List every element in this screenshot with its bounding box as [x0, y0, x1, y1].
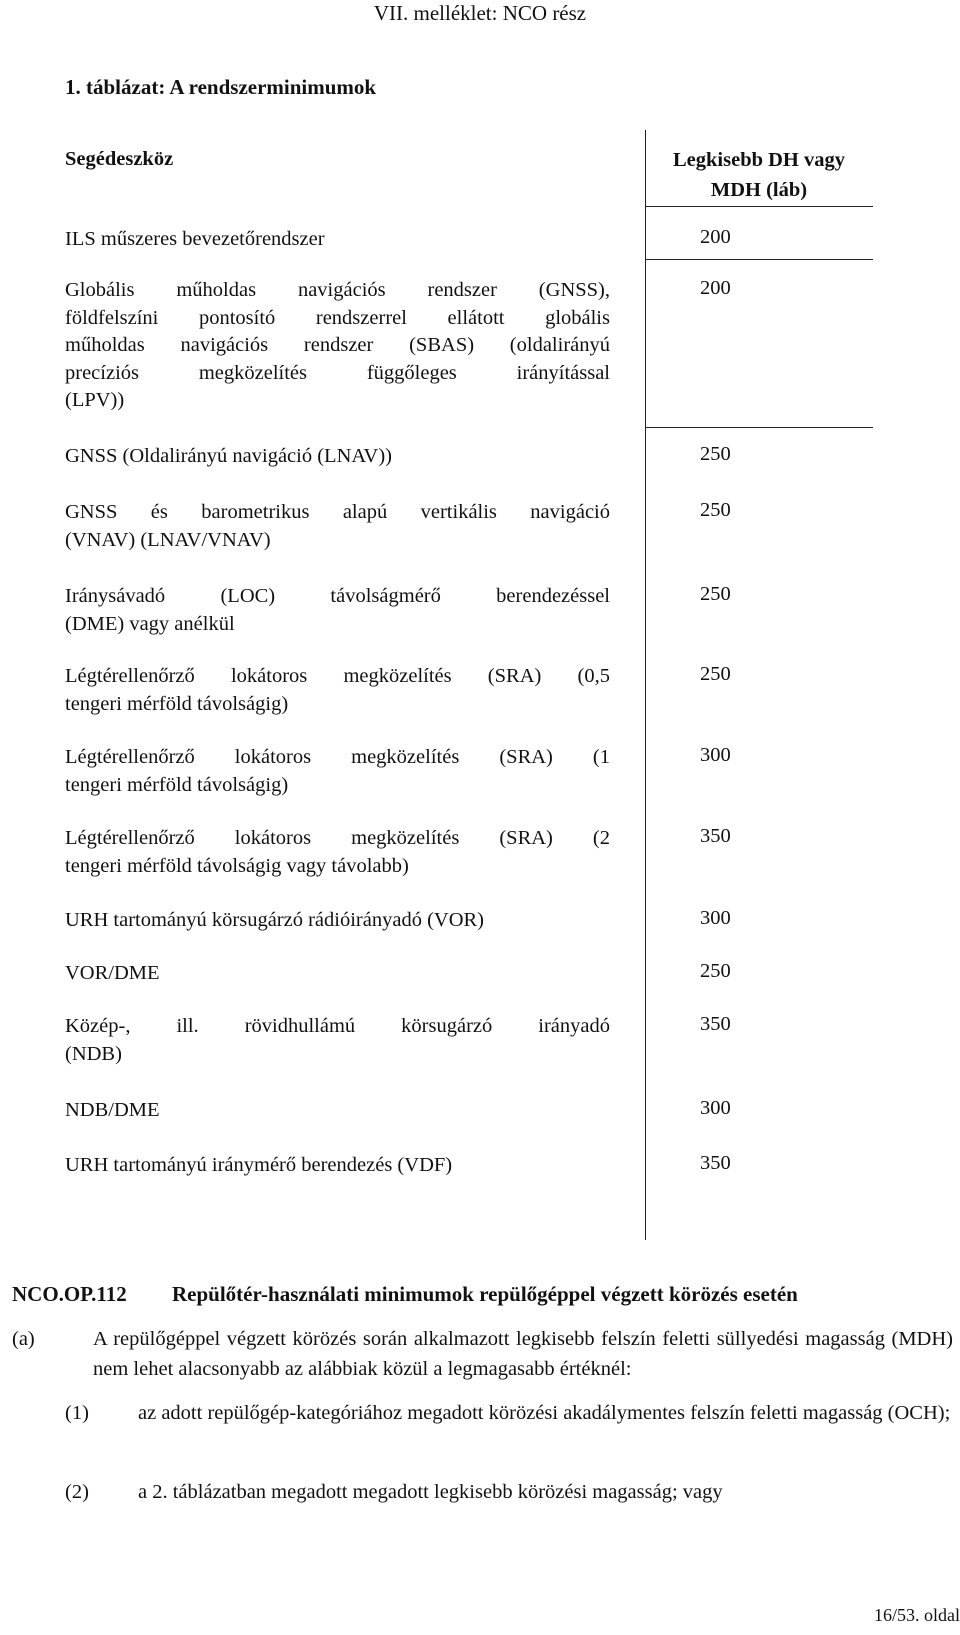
page-header: VII. melléklet: NCO rész — [373, 1, 587, 25]
table-row-label-line: Légtérellenőrző lokátoros megközelítés (SRA) (1 — [65, 746, 610, 768]
table-row-value: 250 — [700, 583, 731, 605]
table-row-label-line: (LPV)) — [65, 389, 125, 411]
section-title: Repülőtér-használati minimumok repülőgéppel végzett körözés esetén — [172, 1282, 798, 1306]
table-row-label-line: NDB/DME — [65, 1099, 160, 1121]
list-item-text: az adott repülőgép-kategóriához megadott körözési akadálymentes felszín feletti magasság (OCH); — [138, 1402, 951, 1424]
table-row-label-line: Légtérellenőrző lokátoros megközelítés (SRA) (2 — [65, 827, 610, 849]
table-row-label — [65, 825, 610, 880]
table-row-label — [65, 907, 610, 935]
table-row-label-line: ILS műszeres bevezetőrendszer — [65, 228, 325, 250]
table-row-label-line: tengeri mérföld távolságig) — [65, 692, 289, 715]
table-row-divider — [645, 427, 873, 428]
column-header-min-dh — [645, 145, 873, 205]
table-row-label-line: GNSS (Oldalirányú navigáció (LNAV)) — [65, 445, 392, 467]
table-row-label — [65, 1097, 610, 1125]
table-row-label-line: GNSS és barometrikus alapú vertikális navigáció — [65, 501, 610, 523]
table-row-value: 200 — [700, 277, 731, 299]
table-row-label-line: precíziós megközelítés függőleges irányítással — [65, 361, 610, 384]
table-row-value: 250 — [700, 443, 731, 465]
table-row-label-line: Légtérellenőrző lokátoros megközelítés (SRA) (0,5 — [65, 665, 610, 687]
table-row-value: 350 — [700, 1013, 731, 1035]
table-row-label — [65, 443, 610, 471]
table-row-label-line: földfelszíni pontosító rendszerrel ellátott globális — [65, 306, 610, 329]
list-item-text: a 2. táblázatban megadott megadott legkisebb körözési magasság; vagy — [138, 1481, 723, 1503]
table-row-label — [65, 583, 610, 638]
table-row-label-line: URH tartományú körsugárzó rádióirányadó (VOR) — [65, 909, 484, 931]
table-row-label — [65, 226, 610, 254]
table-row-label-line: (VNAV) (LNAV/VNAV) — [65, 528, 271, 551]
table-row-label — [65, 277, 610, 415]
table-row-value: 300 — [700, 744, 731, 766]
table-row-value: 250 — [700, 663, 731, 685]
table-row-value: 200 — [700, 226, 731, 248]
table-row-label-line: Iránysávadó (LOC) távolságmérő berendezéssel — [65, 585, 610, 607]
table-row-label-line: VOR/DME — [65, 962, 160, 984]
table-row-value: 350 — [700, 1152, 731, 1174]
section-code: NCO.OP.112 — [12, 1282, 127, 1306]
table-row-label — [65, 960, 610, 988]
paragraph-number: (a) — [12, 1328, 35, 1350]
table-row-label — [65, 1152, 610, 1180]
section-heading — [12, 1282, 798, 1307]
table-row-label — [65, 499, 610, 554]
column-header-line: MDH (láb) — [710, 179, 808, 201]
column-header-aid: Segédeszköz — [65, 148, 174, 170]
table-row-label — [65, 744, 610, 799]
table-row-label-line: Globális műholdas navigációs rendszer (GNSS), — [65, 279, 610, 301]
table-row-divider — [645, 206, 873, 207]
table-row-value: 300 — [700, 1097, 731, 1119]
table-row-label-line: műholdas navigációs rendszer (SBAS) (oldalirányú — [65, 334, 610, 356]
table-row-label-line: Közép-, ill. rövidhullámú körsugárzó irányadó — [65, 1015, 610, 1037]
list-item-number: (2) — [65, 1481, 89, 1503]
table-row-label-line: URH tartományú iránymérő berendezés (VDF) — [65, 1154, 453, 1176]
table-row-label-line: tengeri mérföld távolságig) — [65, 773, 289, 796]
table-row-value: 250 — [700, 499, 731, 521]
page-number: 16/53. oldal — [874, 1605, 960, 1625]
column-header-line: Legkisebb DH vagy — [673, 149, 845, 171]
paragraph-text: A repülőgéppel végzett körözés során alkalmazott legkisebb felszín feletti süllyedési magasság (MDH) nem lehet alacsonyabb az alábbiak közül a legmagasabb értéknél: — [93, 1328, 953, 1380]
table-column-divider — [645, 130, 646, 1240]
table-row-label-line: (NDB) — [65, 1042, 122, 1065]
table-row-label — [65, 663, 610, 718]
table-row-label-line: (DME) vagy anélkül — [65, 612, 235, 635]
table-row-label — [65, 1013, 610, 1068]
table-title: 1. táblázat: A rendszerminimumok — [65, 75, 377, 99]
table-row-value: 350 — [700, 825, 731, 847]
table-row-label-line: tengeri mérföld távolságig vagy távolabb) — [65, 854, 409, 877]
table-row-divider — [645, 259, 873, 260]
list-item-number: (1) — [65, 1402, 89, 1424]
table-row-value: 300 — [700, 907, 731, 929]
table-row-value: 250 — [700, 960, 731, 982]
